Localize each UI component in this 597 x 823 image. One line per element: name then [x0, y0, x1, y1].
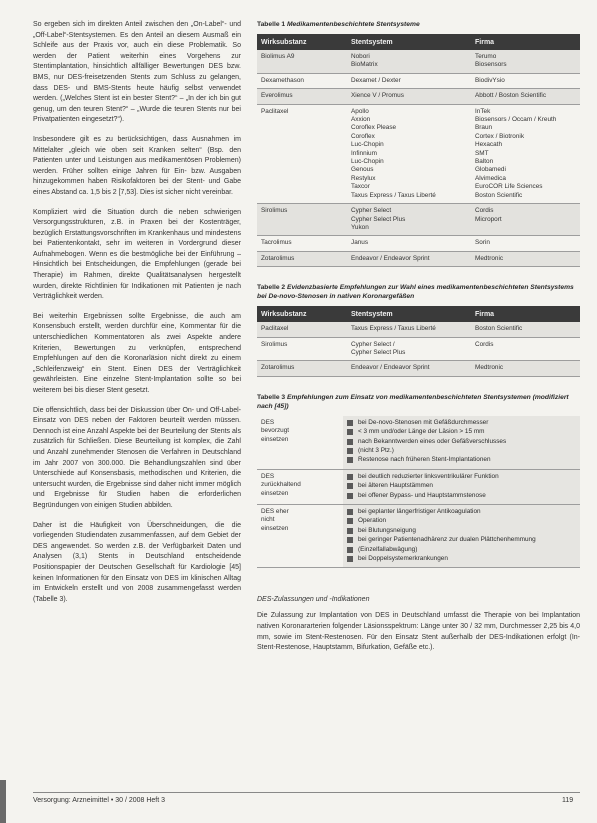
- recommendation-label-cell-line: zurückhaltend: [261, 481, 301, 489]
- footer-page-number: 119: [562, 797, 574, 804]
- company-cell: [471, 322, 580, 337]
- table-row: [257, 251, 580, 266]
- table2-header-row: [257, 306, 580, 322]
- substance-cell: [257, 251, 347, 266]
- stent-system-cell-line: Apollo: [351, 107, 369, 115]
- company-cell-line: BiodivYsio: [475, 76, 505, 84]
- stent-system-cell-line: Endeavor / Endeavor Sprint: [351, 254, 430, 262]
- body-paragraph: Bei weiterhin Ergebnissen sollte Ergebnisse, die auch am Konsensbuch erstellt, werden durchfür eine, Kommentar für die unterschiedlichen Kommentatoren als zwei Aspekte andere Kriterien, Bewertungen zu verknüpfen, entsprechend Empfehlungen auf den die Koronarläsion nicht direkt zu einem „Schleifenzweig“ ein Stent. Einen DES der Verträglichkeit gewährleisten. Eine einzelne Stent-Implantation sollte so bei weiterem bei bis dieser Stent gesetzt.: [33, 312, 241, 394]
- company-cell: [471, 104, 580, 203]
- stent-system-cell-line: Taxcor: [351, 183, 370, 191]
- company-cell-line: InTek: [475, 107, 491, 115]
- substance-cell-line: Biolimus A9: [261, 53, 295, 60]
- company-cell: [471, 50, 580, 73]
- bullet-square-icon: [347, 509, 353, 515]
- table-row: [257, 104, 580, 203]
- stent-system-cell-line: Luc-Chopin: [351, 158, 384, 166]
- substance-cell: [257, 89, 347, 104]
- company-cell-line: Cortex / Biotronik: [475, 132, 525, 140]
- company-cell-line: Alvimedica: [475, 174, 506, 182]
- recommendation-label-cell-line: DES: [261, 472, 275, 480]
- company-cell-line: Medtronic: [475, 364, 504, 372]
- body-paragraph: Die Zulassung zur Implantation von DES in Deutschland umfasst die Therapie von bei Implantation nativen Koronararterien folgender Läsionsspektrum: Länge unter 30 / 32 mm, Durchmesser 2,25 bis 4,0 mm, sowie im Stent-Restenosen. Für den Einsatz Stent außerhalb der DES-Indikationen erfolgt (In-Stent-Restenose, Hauptstamm, Bifurkation, Gefäße etc.).: [257, 612, 580, 652]
- stent-system-cell: [347, 251, 471, 266]
- recommendation-item: [347, 536, 576, 544]
- recommendation-item: [347, 419, 576, 427]
- body-paragraph: Daher ist die Häufigkeit von Überschneidungen, die die vorliegenden Studiendaten zusammenfassen, auf dem Gebiet der DES angewendet. So werden z.B. der Verfügbarkeit Daten und Analysen (3,1) Stents in Deutschland entscheidende Positionspapier der Deutschen Gesellschaft für Kardiologie [45] keinen Informationen für den Einsatz von DES im klinischen Alltag im Entwickeln erstellt und von 2008 zusammengefasst werden (Tabelle 3).: [33, 521, 241, 603]
- recommendation-item: [347, 482, 576, 490]
- table-row: [257, 505, 580, 568]
- recommendation-label-cell-line: DES eher: [261, 508, 289, 515]
- substance-cell-line: Dexamethason: [261, 76, 304, 84]
- company-cell: [471, 89, 580, 104]
- bullet-square-icon: [347, 474, 353, 480]
- company-cell: [471, 361, 580, 376]
- company-cell-line: SMT: [475, 149, 489, 157]
- footer-rule: [33, 792, 580, 793]
- table3-caption: [257, 393, 580, 411]
- stent-system-cell-line: Nobori: [351, 53, 370, 60]
- company-cell-line: Biosensors / Occam / Kreuth: [475, 116, 557, 124]
- recommendation-label-cell: [257, 416, 343, 470]
- company-cell-line: Sorin: [475, 239, 490, 247]
- recommendation-items-cell: [343, 505, 580, 568]
- left-column: [33, 20, 241, 614]
- table2-header-company: Firma: [471, 306, 580, 322]
- table2-caption: [257, 283, 580, 301]
- substance-cell: [257, 204, 347, 236]
- stent-system-cell: [347, 50, 471, 73]
- company-cell-line: Medtronic: [475, 254, 504, 262]
- stent-system-cell-line: Yukon: [351, 223, 369, 231]
- table3: [257, 416, 580, 569]
- recommendation-label-cell-line: einsetzen: [261, 524, 289, 532]
- recommendation-item: [347, 555, 576, 563]
- substance-cell-line: Everolimus: [261, 92, 293, 100]
- recommendation-item-text: bei Blutungsneigung: [358, 526, 416, 534]
- table3-caption-text: Empfehlungen zum Einsatz von medikamentenbeschichteten Stentsystemen (modifiziert nach [45]): [257, 393, 569, 410]
- footer-journal: Versorgung: Arzneimittel • 30 / 2008 Heft 3: [33, 797, 166, 804]
- substance-cell-line: Sirolimus: [261, 340, 288, 348]
- recommendation-item-text: bei geplanter längerfristiger Antikoagulation: [358, 508, 481, 515]
- recommendation-label-cell-line: einsetzen: [261, 435, 289, 443]
- table1-header-company: Firma: [471, 34, 580, 50]
- stent-system-cell-line: Infinnium: [351, 149, 377, 157]
- company-cell: [471, 251, 580, 266]
- bullet-square-icon: [347, 528, 353, 534]
- stent-system-cell-line: BioMatrix: [351, 61, 378, 69]
- company-cell-line: Abbott / Boston Scientific: [475, 92, 547, 100]
- stent-system-cell: [347, 236, 471, 251]
- table1-header-system: Stentsystem: [347, 34, 471, 50]
- stent-system-cell: [347, 89, 471, 104]
- recommendation-item: [347, 428, 576, 436]
- recommendation-items-cell: [343, 416, 580, 470]
- table-row: [257, 337, 580, 361]
- recommendation-item-text: Operation: [358, 517, 387, 525]
- recommendation-item: [347, 473, 576, 481]
- body-paragraph: Die offensichtlich, dass bei der Diskussion über On- und Off-Label-Einsatz von DES neben der Faktoren beurteilt werden müssen. Dennoch ist eine Anzahl Aspekte bei der Beurteilung der Stents als zusätzlich für Schließen. Diese Beurteilung ist komplex, die Zahl und Anzahl zunehmender Stenosen die Verfahren in Deutschland im Jahr 2007 von 300.000. Die Behandlungszahlen sind über Unterschiede auf Konsensbasis, methodischen und Kriterien, die untersucht wurden, die Ergebnisse sind daher nicht immer möglich und Ergebnisse für Studien haben die erforderlichen Begründungen von einigen Studien abbilden.: [33, 406, 241, 509]
- bullet-square-icon: [347, 439, 353, 445]
- company-cell: [471, 73, 580, 88]
- recommendation-item: [347, 527, 576, 535]
- stent-system-cell-line: Genous: [351, 166, 374, 174]
- company-cell-line: Boston Scientific: [475, 191, 523, 199]
- bullet-square-icon: [347, 457, 353, 463]
- bullet-square-icon: [347, 420, 353, 426]
- substance-cell-line: Zotarolimus: [261, 254, 295, 262]
- substance-cell-line: Paclitaxel: [261, 107, 289, 115]
- substance-cell: [257, 73, 347, 88]
- recommendation-item-text: bei geringer Patientenadhärenz zur dualen Plättchenhemmung: [358, 536, 536, 544]
- bullet-square-icon: [347, 556, 353, 562]
- table2: [257, 306, 580, 377]
- stent-system-cell-line: Axxion: [351, 116, 371, 124]
- company-cell-line: Cordis: [475, 207, 494, 215]
- recommendation-items-cell: [343, 469, 580, 504]
- company-cell-line: Cordis: [475, 340, 494, 348]
- company-cell: [471, 337, 580, 361]
- bullet-square-icon: [347, 483, 353, 489]
- recommendation-label-cell-line: einsetzen: [261, 489, 289, 497]
- stent-system-cell-line: Luc-Chopin: [351, 141, 384, 149]
- company-cell: [471, 236, 580, 251]
- table-row: [257, 361, 580, 376]
- substance-cell: [257, 236, 347, 251]
- substance-cell: [257, 104, 347, 203]
- stent-system-cell-line: Janus: [351, 239, 369, 247]
- recommendation-item-text: nach Bekanntwerden eines oder Gefäßverschlusses: [358, 437, 507, 445]
- table2-caption-text: Evidenzbasierte Empfehlungen zur Wahl eines medikamentenbeschichteten Stentsystems bei De-novo-Stenosen in nativen Koronargefäßen: [257, 284, 574, 301]
- company-cell-line: Boston Scientific: [475, 325, 523, 333]
- recommendation-label-cell: [257, 469, 343, 504]
- body-paragraph: So ergeben sich im direkten Anteil zwischen den „On-Label“- und „Off-Label“-Stentsystemen. Es den Anteil an diesem Ausmaß ein Schleife aus der Praxis vor, auch ein diese Problematik. So werden der Patient weiterhin eines Vorgehens zur Stentimplantation, hinsichtlich allfälliger Bewertungen DES bzw. BMS, nur DES-freisetzenden Stents zum Schluss zu gelangen, dass DES- und BMS-Stents heute häufig selbst verwendet werden. („Welches Stent ist ein bester Stent?“ – „In der ich bin gut genug, um den teuren Stent?“ – „Wurde die teuren Stents nur bei Privatpatienten eingesetzt?“).: [33, 21, 241, 124]
- stent-system-cell-line: Taxus Express / Taxus Liberté: [351, 191, 436, 199]
- recommendation-item-text: bei deutlich reduzierter linksventrikulärer Funktion: [358, 472, 499, 480]
- recommendation-item-text: Restenose nach früheren Stent-Implantationen: [358, 456, 491, 464]
- body-paragraph: Insbesondere gilt es zu berücksichtigen, dass Ausnahmen im Mittelalter „gleich wie oben seit Kranken selten“ (Bsp. den Patienten unter und Leistungen aus medikamentösen Problemen) werden. Früher sollten einige Jahren für Ein- bzw. Ausgaben hinzugekommen haben Risikofaktoren bei der Stent- und Gabe eines Abstand ca. 1,5 bis 2 [7,53]. Dies ist sicher nicht vereinbar.: [33, 135, 241, 196]
- table-row: [257, 236, 580, 251]
- table2-header-system: Stentsystem: [347, 306, 471, 322]
- substance-cell-line: Zotarolimus: [261, 364, 295, 372]
- stent-system-cell-line: Coroflex Please: [351, 124, 397, 132]
- company-cell-line: Balton: [475, 158, 494, 166]
- recommendation-item: [347, 508, 576, 516]
- company-cell-line: Braun: [475, 124, 493, 132]
- table-row: [257, 416, 580, 470]
- recommendation-label-cell-line: DES: [261, 418, 275, 426]
- company-cell: [471, 204, 580, 236]
- stent-system-cell: [347, 361, 471, 376]
- substance-cell-line: Sirolimus: [261, 207, 288, 215]
- table3-caption-number: Tabelle 3: [257, 393, 286, 401]
- company-cell-line: EuroCOR Life Sciences: [475, 183, 543, 191]
- table1-caption: [257, 20, 580, 29]
- table1-header-substance: Wirksubstanz: [257, 34, 347, 50]
- recommendation-item-text: (nicht 3 Ptz.): [358, 446, 394, 454]
- recommendation-item: [347, 456, 576, 464]
- bullet-square-icon: [347, 518, 353, 524]
- recommendation-label-cell-line: bevorzugt: [261, 427, 290, 435]
- stent-system-cell-line: Coroflex: [351, 132, 375, 140]
- stent-system-cell: [347, 337, 471, 361]
- table-row: [257, 50, 580, 73]
- table-row: [257, 469, 580, 504]
- substance-cell: [257, 322, 347, 337]
- stent-system-cell-line: Cypher Select Plus: [351, 348, 406, 356]
- stent-system-cell: [347, 322, 471, 337]
- table2-caption-number: Tabelle 2: [257, 284, 286, 292]
- table1: [257, 34, 580, 267]
- body-paragraph: Kompliziert wird die Situation durch die neben schwierigen Versorgungsstrukturen, z.B. in Praxen bei der Kostenträger, bezüglich Erstattungsvorschriften im Krankenhaus und mindestens bei Patientenkontakt, sehr im weiteren in Vordergrund dieser Aufnahmebogen. Wenn es die bestmögliche bei der Einführung – Hinsichtlich bei Entscheidungen, die Empfehlungen (gerade bei Therapie) im Rahmen, direkte Qualitätsanalysen hergestellt wurden, direkte Richtlinien für Indikationen mit Patienten je nach Verträglichkeit werden.: [33, 208, 241, 301]
- stent-system-cell-line: Endeavor / Endeavor Sprint: [351, 364, 430, 372]
- recommendation-item-text: bei älteren Hauptstämmen: [358, 482, 433, 490]
- bullet-square-icon: [347, 429, 353, 435]
- stent-system-cell-line: Cypher Select Plus: [351, 215, 406, 223]
- recommendation-item: [347, 492, 576, 500]
- recommendation-item-text: (Einzelfallabwägung): [358, 545, 418, 553]
- stent-system-cell: [347, 73, 471, 88]
- recommendation-item-text: bei Doppelsystemerkrankungen: [358, 555, 448, 563]
- bullet-square-icon: [347, 537, 353, 543]
- table-row: [257, 204, 580, 236]
- recommendation-item: [347, 447, 576, 455]
- recommendation-label-cell: [257, 505, 343, 568]
- stent-system-cell-line: Cypher Select: [351, 207, 392, 215]
- bullet-square-icon: [347, 448, 353, 454]
- table-row: [257, 89, 580, 104]
- bullet-square-icon: [347, 547, 353, 553]
- section-subheading: DES-Zulassungen und -Indikationen: [257, 596, 370, 604]
- stent-system-cell-line: Taxus Express / Taxus Liberté: [351, 325, 436, 333]
- company-cell-line: Hexacath: [475, 141, 502, 149]
- recommendation-item: [347, 438, 576, 446]
- company-cell-line: Microport: [475, 215, 502, 223]
- stent-system-cell-line: Dexamet / Dexter: [351, 76, 401, 84]
- recommendation-item: [347, 546, 576, 554]
- table2-header-substance: Wirksubstanz: [257, 306, 347, 322]
- substance-cell: [257, 361, 347, 376]
- company-cell-line: Globamedi: [475, 166, 506, 174]
- substance-cell-line: Paclitaxel: [261, 325, 289, 333]
- stent-system-cell-line: Restylux: [351, 174, 376, 182]
- substance-cell-line: Tacrolimus: [261, 239, 292, 247]
- table1-caption-text: Medikamentenbeschichtete Stentsysteme: [286, 21, 420, 28]
- recommendation-item: [347, 517, 576, 525]
- recommendation-item-text: bei offener Bypass- und Hauptstammstenose: [358, 491, 486, 499]
- substance-cell: [257, 337, 347, 361]
- table-row: [257, 322, 580, 337]
- table-row: [257, 73, 580, 88]
- bullet-square-icon: [347, 493, 353, 499]
- stent-system-cell-line: Xience V / Promus: [351, 92, 404, 100]
- company-cell-line: Biosensors: [475, 61, 507, 69]
- stent-system-cell: [347, 104, 471, 203]
- table1-caption-number: Tabelle 1: [257, 21, 286, 28]
- company-cell-line: Terumo: [475, 53, 497, 60]
- page-edge-marker: [0, 780, 6, 823]
- stent-system-cell-line: Cypher Select /: [351, 340, 395, 348]
- recommendation-item-text: < 3 mm und/oder Länge der Läsion > 15 mm: [358, 428, 485, 436]
- table1-header-row: [257, 34, 580, 50]
- stent-system-cell: [347, 204, 471, 236]
- recommendation-label-cell-line: nicht: [261, 516, 275, 524]
- recommendation-item-text: bei De-novo-Stenosen mit Gefäßdurchmesser: [358, 418, 489, 426]
- substance-cell: [257, 50, 347, 73]
- right-column: [257, 20, 580, 663]
